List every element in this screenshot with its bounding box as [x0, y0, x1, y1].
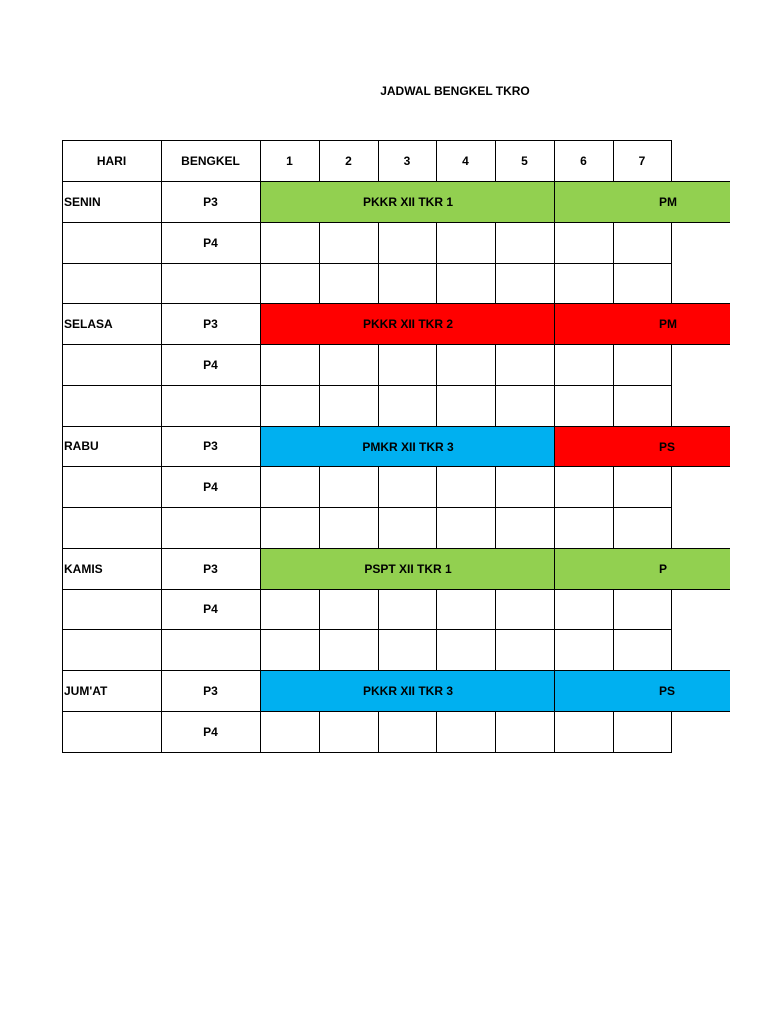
table-cell: [613, 263, 672, 304]
class-band-period-1-5: PKKR XII TKR 1: [260, 181, 555, 223]
table-cell: [436, 466, 496, 508]
table-cell: [613, 711, 672, 753]
day-label: SELASA: [64, 316, 113, 331]
header-period-6: 6: [580, 153, 587, 168]
table-cell: [378, 222, 437, 264]
header-period-7: 7: [638, 153, 646, 168]
class-band-label: PM: [659, 195, 677, 209]
class-band-period-1-5: PMKR XII TKR 3: [260, 426, 555, 467]
table-cell: [319, 629, 379, 671]
bengkel-label: P3: [203, 683, 218, 698]
table-cell: [495, 385, 555, 427]
table-cell: [319, 589, 379, 630]
day-label: KAMIS: [64, 561, 103, 576]
table-cell: [260, 711, 320, 753]
table-cell: [554, 711, 614, 753]
header-hari: HARI: [96, 153, 127, 168]
table-cell: [161, 263, 261, 304]
table-cell: [260, 507, 320, 549]
table-cell: [436, 507, 496, 549]
table-cell: [436, 385, 496, 427]
table-cell: [62, 263, 162, 304]
class-band-period-6-7: [554, 426, 730, 467]
table-cell: [495, 466, 555, 508]
table-cell: [436, 711, 496, 753]
bengkel-label: P3: [203, 561, 218, 576]
table-cell: [554, 344, 614, 386]
table-cell: [495, 222, 555, 264]
table-cell: [260, 385, 320, 427]
header-period-2: 2: [345, 153, 352, 168]
table-cell: [62, 466, 162, 508]
table-cell: [378, 629, 437, 671]
table-cell: [436, 263, 496, 304]
table-cell: [495, 629, 555, 671]
class-band-label: PS: [659, 684, 676, 698]
table-cell: [613, 344, 672, 386]
table-cell: [62, 222, 162, 264]
class-band-period-1-5: PKKR XII TKR 2: [260, 303, 555, 345]
table-cell: [554, 629, 614, 671]
class-band-label: PM: [659, 317, 677, 331]
table-cell: [613, 385, 672, 427]
table-cell: [260, 263, 320, 304]
table-cell: [495, 263, 555, 304]
table-cell: [436, 344, 496, 386]
document-title: JADWAL BENGKEL TKRO: [380, 84, 530, 98]
day-label: SENIN: [64, 194, 101, 209]
class-band-label: P: [659, 562, 668, 576]
table-cell: [378, 263, 437, 304]
header-period-1: 1: [286, 153, 293, 168]
table-cell: [436, 589, 496, 630]
table-cell: [319, 344, 379, 386]
table-cell: [495, 711, 555, 753]
table-cell: [495, 507, 555, 549]
table-cell: [161, 629, 261, 671]
table-cell: [436, 222, 496, 264]
table-cell: [436, 629, 496, 671]
table-cell: [613, 589, 672, 630]
table-cell: [319, 385, 379, 427]
table-cell: [319, 711, 379, 753]
table-cell: [554, 507, 614, 549]
table-cell: [260, 589, 320, 630]
table-cell: [378, 466, 437, 508]
class-band-period-6-7: [554, 548, 730, 590]
header-period-4: 4: [462, 153, 469, 168]
table-cell: [613, 466, 672, 508]
table-cell: [161, 507, 261, 549]
bengkel-label: P4: [203, 235, 218, 250]
table-cell: [319, 222, 379, 264]
class-band-period-1-5: PKKR XII TKR 3: [260, 670, 555, 712]
table-cell: [613, 222, 672, 264]
header-period-5: 5: [521, 153, 528, 168]
table-cell: [260, 629, 320, 671]
table-cell: [62, 711, 162, 753]
class-band-label: PS: [659, 439, 676, 454]
table-cell: [378, 589, 437, 630]
table-cell: [161, 385, 261, 427]
header-bengkel: BENGKEL: [181, 153, 240, 168]
table-cell: [554, 385, 614, 427]
table-cell: [62, 385, 162, 427]
table-cell: [62, 344, 162, 386]
table-cell: [554, 263, 614, 304]
bengkel-label: P3: [203, 439, 218, 453]
table-cell: [554, 222, 614, 264]
bengkel-label: P4: [203, 479, 218, 494]
table-cell: [319, 466, 379, 508]
table-cell: [495, 344, 555, 386]
table-cell: [378, 711, 437, 753]
class-band-period-6-7: [554, 181, 730, 223]
table-cell: [554, 466, 614, 508]
class-band-period-6-7: [554, 670, 730, 712]
table-cell: [260, 466, 320, 508]
table-cell: [378, 344, 437, 386]
table-cell: [495, 589, 555, 630]
table-cell: [319, 263, 379, 304]
bengkel-label: P3: [203, 316, 218, 331]
bengkel-label: P4: [203, 357, 218, 372]
table-cell: [378, 385, 437, 427]
table-cell: [613, 629, 672, 671]
table-cell: [260, 344, 320, 386]
bengkel-label: P4: [203, 602, 218, 616]
class-band-period-1-5: PSPT XII TKR 1: [260, 548, 555, 590]
table-cell: [378, 507, 437, 549]
table-cell: [62, 507, 162, 549]
table-cell: [554, 589, 614, 630]
table-cell: [260, 222, 320, 264]
day-label: JUM'AT: [64, 683, 108, 698]
table-cell: [62, 589, 162, 630]
table-cell: [613, 507, 672, 549]
bengkel-label: P4: [203, 724, 218, 739]
header-period-3: 3: [403, 153, 411, 168]
bengkel-label: P3: [203, 194, 218, 209]
day-label: RABU: [64, 439, 99, 453]
table-cell: [319, 507, 379, 549]
table-cell: [62, 629, 162, 671]
class-band-period-6-7: [554, 303, 730, 345]
